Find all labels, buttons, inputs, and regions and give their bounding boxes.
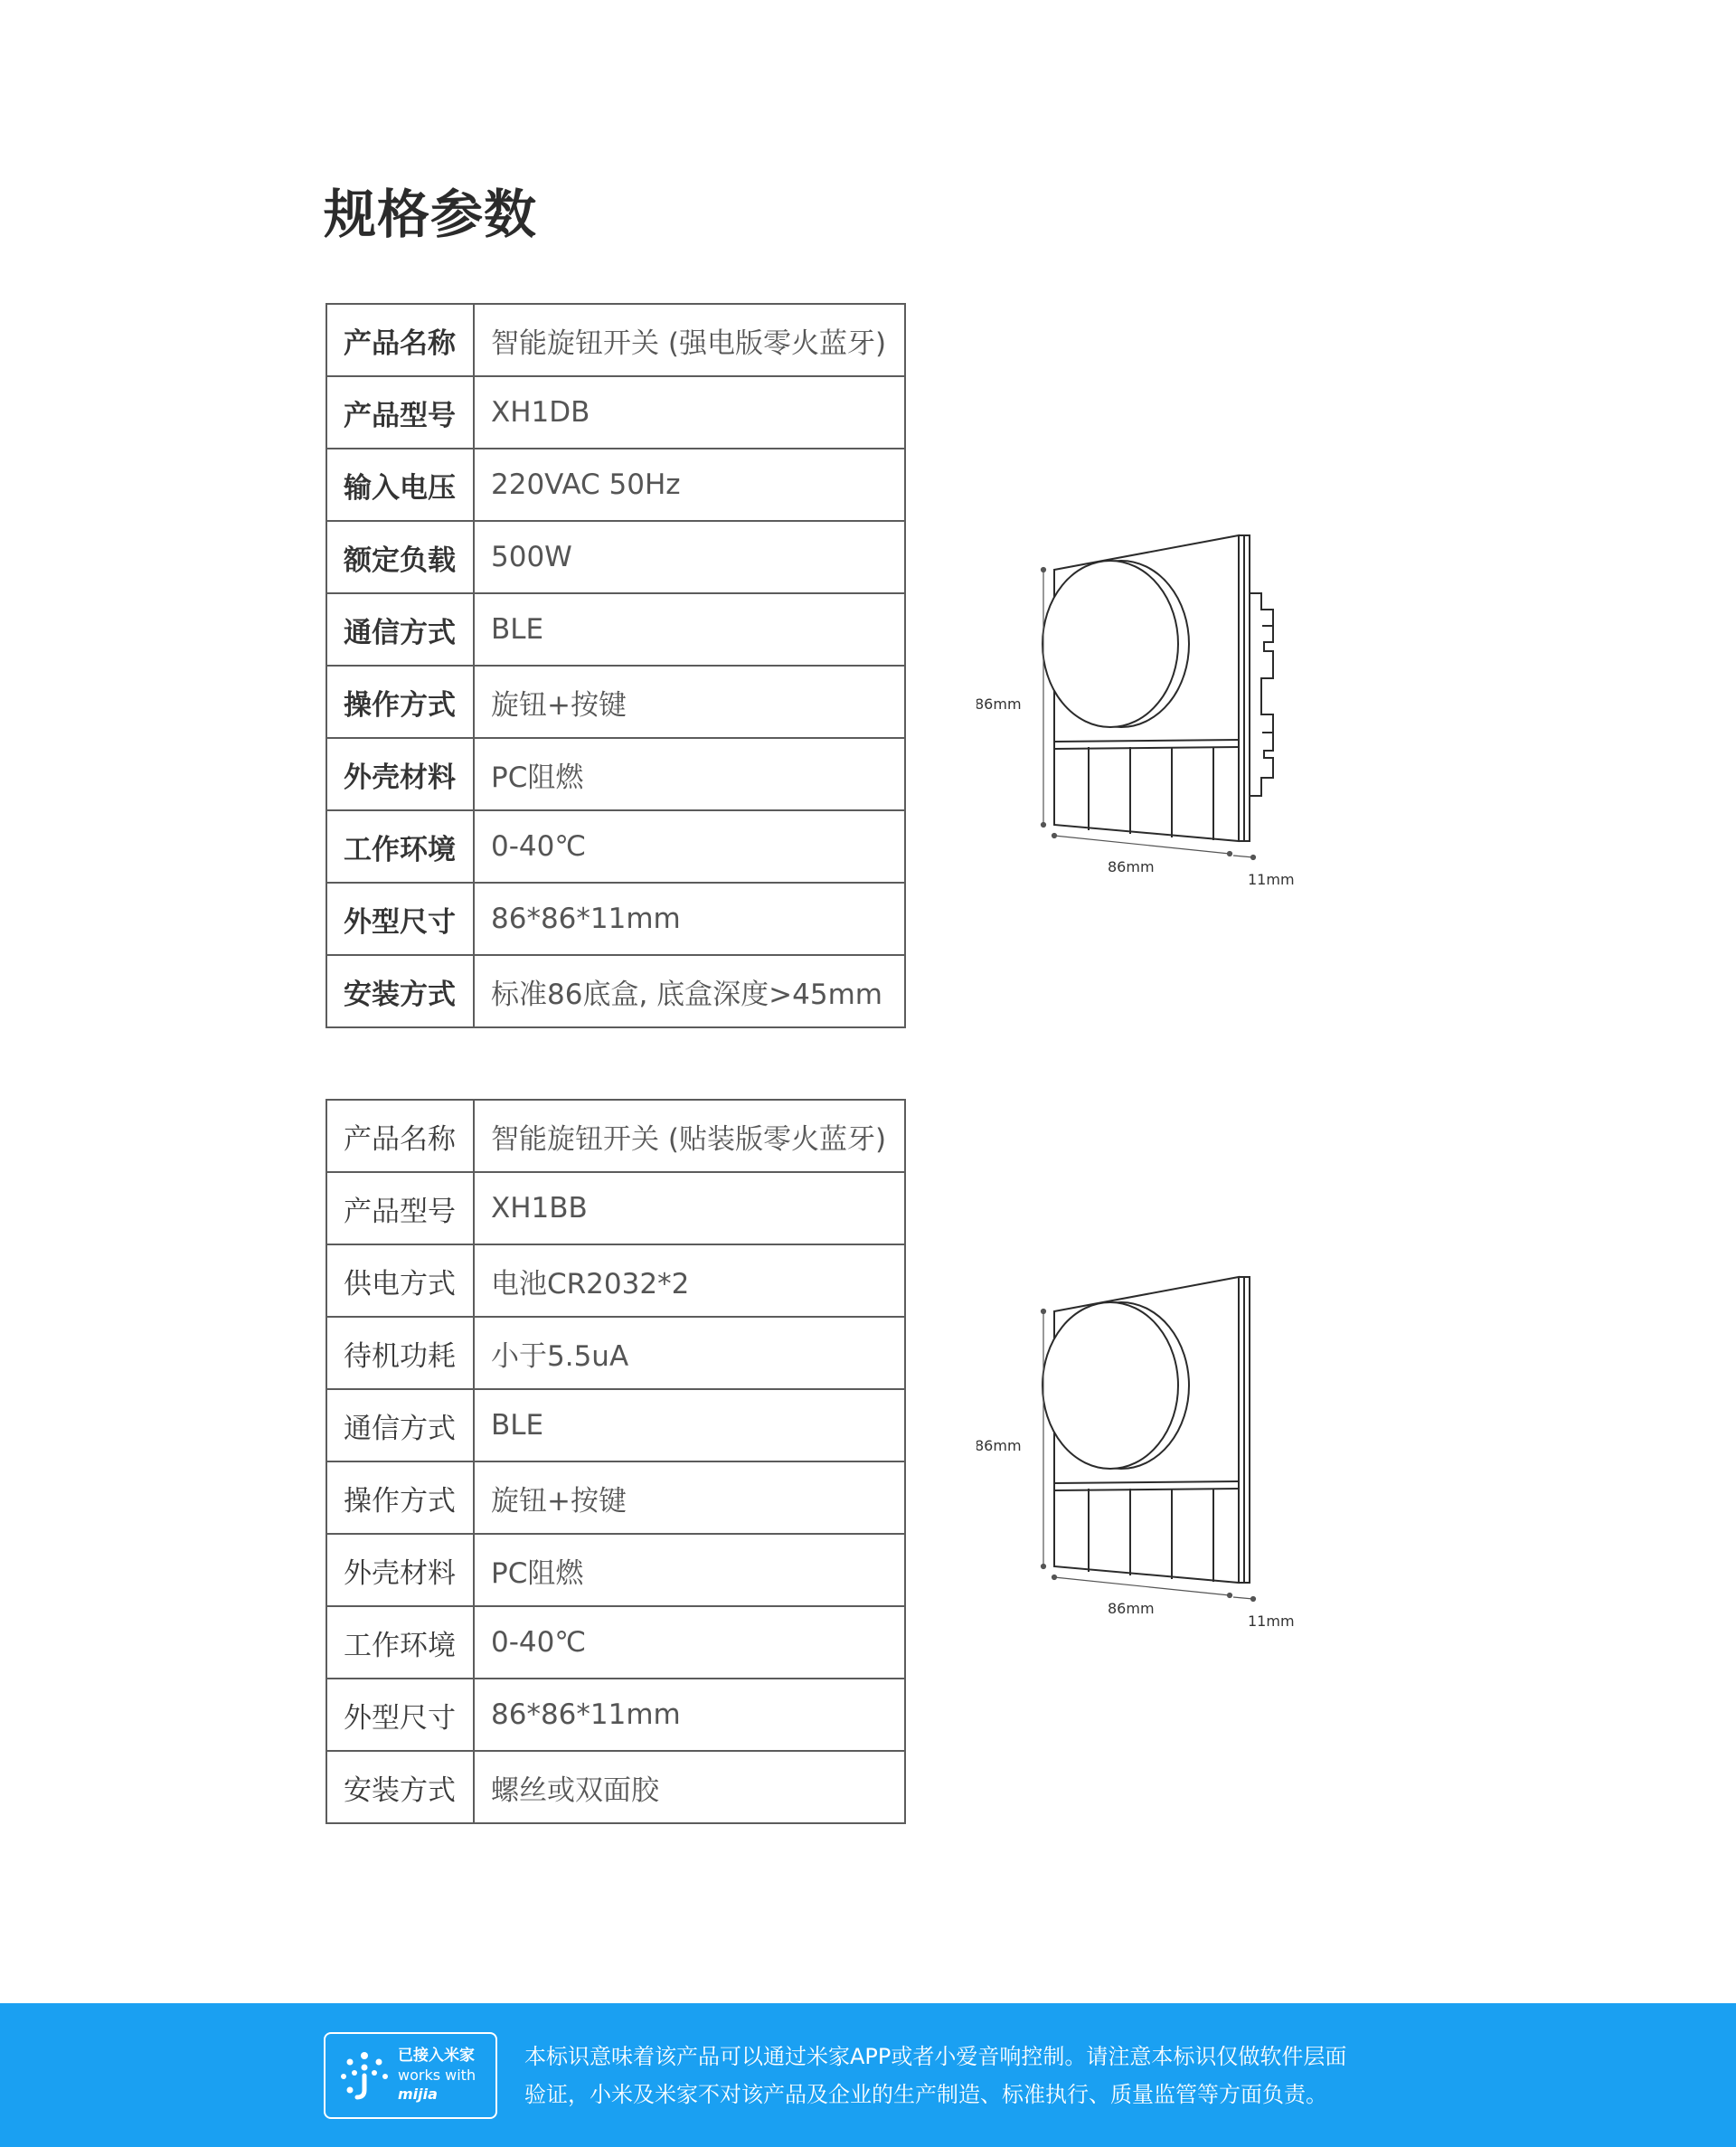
spec-label: 外型尺寸 bbox=[326, 1679, 474, 1751]
table-row bbox=[326, 593, 905, 666]
spec-label: 输入电压 bbox=[326, 449, 474, 521]
spec-label: 产品名称 bbox=[326, 304, 474, 376]
table-row bbox=[326, 666, 905, 738]
table-row bbox=[326, 1172, 905, 1244]
spec-label: 产品型号 bbox=[326, 1172, 474, 1244]
height-dimension-label: 86mm bbox=[976, 695, 1022, 713]
depth-dimension-label: 11mm bbox=[1248, 871, 1295, 886]
table-row bbox=[326, 955, 905, 1027]
spec-label: 产品型号 bbox=[326, 376, 474, 449]
spec-label: 工作环境 bbox=[326, 1606, 474, 1679]
spec-label: 外型尺寸 bbox=[326, 883, 474, 955]
mijia-footer bbox=[0, 2003, 1736, 2147]
spec-value: BLE bbox=[474, 593, 905, 666]
spec-value: 旋钮+按键 bbox=[474, 666, 905, 738]
spec-label: 外壳材料 bbox=[326, 1534, 474, 1606]
badge-line-2: works with bbox=[398, 2067, 476, 2084]
spec-table-surface bbox=[326, 1099, 906, 1824]
spec-label: 通信方式 bbox=[326, 1389, 474, 1461]
spec-value: 智能旋钮开关 (贴装版零火蓝牙) bbox=[474, 1100, 905, 1172]
spec-value: PC阻燃 bbox=[474, 738, 905, 810]
spec-value: 标准86底盒, 底盒深度>45mm bbox=[474, 955, 905, 1027]
table-row bbox=[326, 1317, 905, 1389]
width-dimension-label: 86mm bbox=[1108, 1600, 1155, 1617]
spec-value: 智能旋钮开关 (强电版零火蓝牙) bbox=[474, 304, 905, 376]
spec-label: 操作方式 bbox=[326, 666, 474, 738]
table-row bbox=[326, 1751, 905, 1823]
spec-label: 外壳材料 bbox=[326, 738, 474, 810]
table-row bbox=[326, 1244, 905, 1317]
spec-value: 0-40℃ bbox=[474, 810, 905, 883]
spec-table-wired bbox=[326, 303, 906, 1028]
spec-value: 86*86*11mm bbox=[474, 1679, 905, 1751]
spec-value: 500W bbox=[474, 521, 905, 593]
spec-label: 安装方式 bbox=[326, 955, 474, 1027]
spec-label: 安装方式 bbox=[326, 1751, 474, 1823]
table-row bbox=[326, 1679, 905, 1751]
product-drawing-wired bbox=[976, 525, 1302, 886]
badge-line-1: 已接入米家 bbox=[398, 2047, 475, 2065]
works-with-mijia-badge bbox=[324, 2032, 497, 2119]
spec-label: 额定负载 bbox=[326, 521, 474, 593]
table-row bbox=[326, 883, 905, 955]
table-row bbox=[326, 376, 905, 449]
spec-value: 小于5.5uA bbox=[474, 1317, 905, 1389]
table-row bbox=[326, 1461, 905, 1534]
switch-dimension-drawing bbox=[976, 525, 1302, 886]
page-title: 规格参数 bbox=[324, 184, 538, 245]
badge-text bbox=[398, 2047, 476, 2104]
table-row bbox=[326, 521, 905, 593]
spec-value: 旋钮+按键 bbox=[474, 1461, 905, 1534]
depth-dimension-label: 11mm bbox=[1248, 1613, 1295, 1628]
spec-label: 供电方式 bbox=[326, 1244, 474, 1317]
spec-value: 86*86*11mm bbox=[474, 883, 905, 955]
spec-label: 通信方式 bbox=[326, 593, 474, 666]
spec-value: XH1DB bbox=[474, 376, 905, 449]
footer-line-2: 验证，小米及米家不对该产品及企业的生产制造、标准执行、质量监管等方面负责。 bbox=[524, 2082, 1327, 2107]
spec-value: XH1BB bbox=[474, 1172, 905, 1244]
spec-label: 产品名称 bbox=[326, 1100, 474, 1172]
spec-value: 螺丝或双面胶 bbox=[474, 1751, 905, 1823]
height-dimension-label: 86mm bbox=[976, 1437, 1022, 1454]
table-row bbox=[326, 1606, 905, 1679]
spec-label: 操作方式 bbox=[326, 1461, 474, 1534]
switch-dimension-drawing bbox=[976, 1266, 1302, 1628]
mijia-logo-icon bbox=[336, 2048, 392, 2104]
table-row bbox=[326, 449, 905, 521]
spec-value: BLE bbox=[474, 1389, 905, 1461]
spec-label: 待机功耗 bbox=[326, 1317, 474, 1389]
spec-value: 220VAC 50Hz bbox=[474, 449, 905, 521]
footer-disclaimer bbox=[524, 2038, 1429, 2114]
spec-value: PC阻燃 bbox=[474, 1534, 905, 1606]
badge-line-3: mijia bbox=[398, 2086, 438, 2103]
table-row bbox=[326, 810, 905, 883]
spec-label: 工作环境 bbox=[326, 810, 474, 883]
product-drawing-surface bbox=[976, 1266, 1302, 1628]
table-row bbox=[326, 738, 905, 810]
spec-value: 电池CR2032*2 bbox=[474, 1244, 905, 1317]
width-dimension-label: 86mm bbox=[1108, 858, 1155, 875]
table-row bbox=[326, 1534, 905, 1606]
table-row bbox=[326, 1389, 905, 1461]
footer-line-1: 本标识意味着该产品可以通过米家APP或者小爱音响控制。请注意本标识仅做软件层面 bbox=[524, 2044, 1347, 2069]
table-row bbox=[326, 1100, 905, 1172]
spec-value: 0-40℃ bbox=[474, 1606, 905, 1679]
table-row bbox=[326, 304, 905, 376]
